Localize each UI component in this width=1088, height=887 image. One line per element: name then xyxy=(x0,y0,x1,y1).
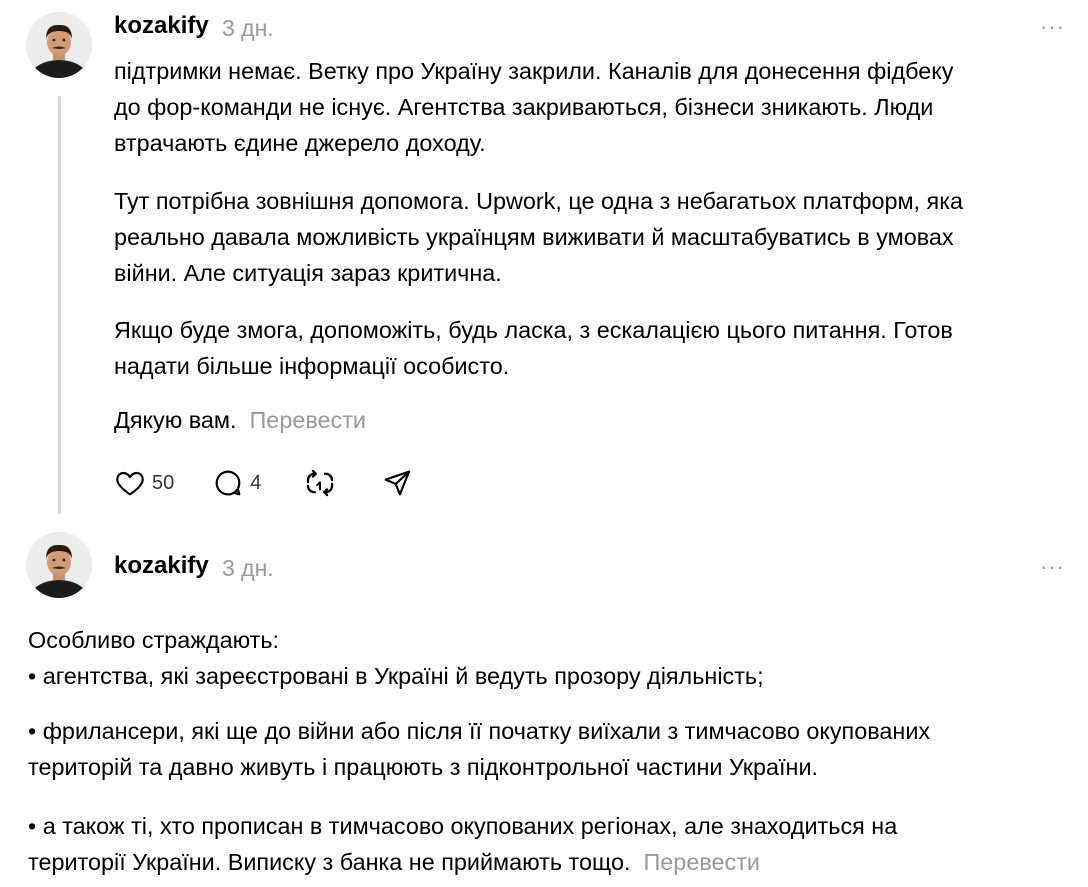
text-line: Тут потрібна зовнішня допомога. Upwork, це одна з небагатьох платформ, яка xyxy=(114,188,963,214)
post-2 xyxy=(0,530,1088,887)
avatar-image xyxy=(26,12,92,78)
post-paragraph xyxy=(114,183,963,291)
post-paragraph xyxy=(114,53,953,161)
like-count: 50 xyxy=(152,471,175,494)
text-line: підтримки немає. Ветку про Україну закрили. Каналів для донесення фідбеку xyxy=(114,58,954,84)
comment-icon xyxy=(212,467,244,499)
text-line: територій та давно живуть і працюють з підконтрольної частини України. xyxy=(28,754,819,780)
text-line: Якщо буде змога, допоможіть, будь ласка, з ескалацією цього питання. Готов xyxy=(114,317,953,343)
post-time: 3 дн. xyxy=(222,15,274,41)
text-line-content: Дякую вам. xyxy=(114,407,237,433)
text-line: • фрилансери, які ще до війни або після її початку виїхали з тимчасово окупованих xyxy=(28,718,931,744)
text-line-content: території України. Виписку з банка не приймають тощо. xyxy=(28,849,631,875)
text-line xyxy=(114,402,366,438)
send-icon xyxy=(381,467,413,499)
comment-count: 4 xyxy=(250,471,262,494)
post-time: 3 дн. xyxy=(222,555,274,581)
avatar[interactable] xyxy=(26,532,92,598)
translate-link[interactable]: Перевести xyxy=(249,407,366,433)
heart-icon xyxy=(114,467,146,499)
text-line: надати більше інформації особисто. xyxy=(114,353,510,379)
text-line: втрачають єдине джерело доходу. xyxy=(114,130,486,156)
avatar[interactable] xyxy=(26,12,92,78)
action-bar xyxy=(114,466,413,500)
text-line: реально давала можливість українцям виживати й масштабуватись в умовах xyxy=(114,224,954,250)
post-paragraph xyxy=(114,402,366,438)
post-paragraph xyxy=(28,713,930,785)
username[interactable]: kozakify xyxy=(114,12,209,39)
repost-icon xyxy=(303,466,337,500)
username[interactable]: kozakify xyxy=(114,552,209,579)
translate-link[interactable]: Перевести xyxy=(643,849,760,875)
like-button[interactable] xyxy=(114,467,174,499)
text-line xyxy=(28,844,897,880)
text-line: Особливо страждають: xyxy=(28,627,280,653)
post-paragraph xyxy=(28,808,897,880)
post-paragraph xyxy=(28,622,764,694)
comment-button[interactable] xyxy=(212,467,261,499)
text-line: до фор-команди не існує. Агентства закриваються, бізнеси зникають. Люди xyxy=(114,94,934,120)
share-button[interactable] xyxy=(381,467,413,499)
text-line: війни. Але ситуація зараз критична. xyxy=(114,260,502,286)
post-paragraph xyxy=(114,312,953,384)
more-icon[interactable]: ··· xyxy=(1040,554,1065,579)
text-line: • а також ті, хто прописан в тимчасово окупованих регіонах, але знаходиться на xyxy=(28,813,898,839)
more-icon[interactable]: ··· xyxy=(1040,14,1065,39)
avatar-image xyxy=(26,532,92,598)
text-line: • агентства, які зареєстровані в Україні й ведуть прозору діяльність; xyxy=(28,663,764,689)
repost-button[interactable] xyxy=(303,466,337,500)
thread-line xyxy=(58,96,61,514)
